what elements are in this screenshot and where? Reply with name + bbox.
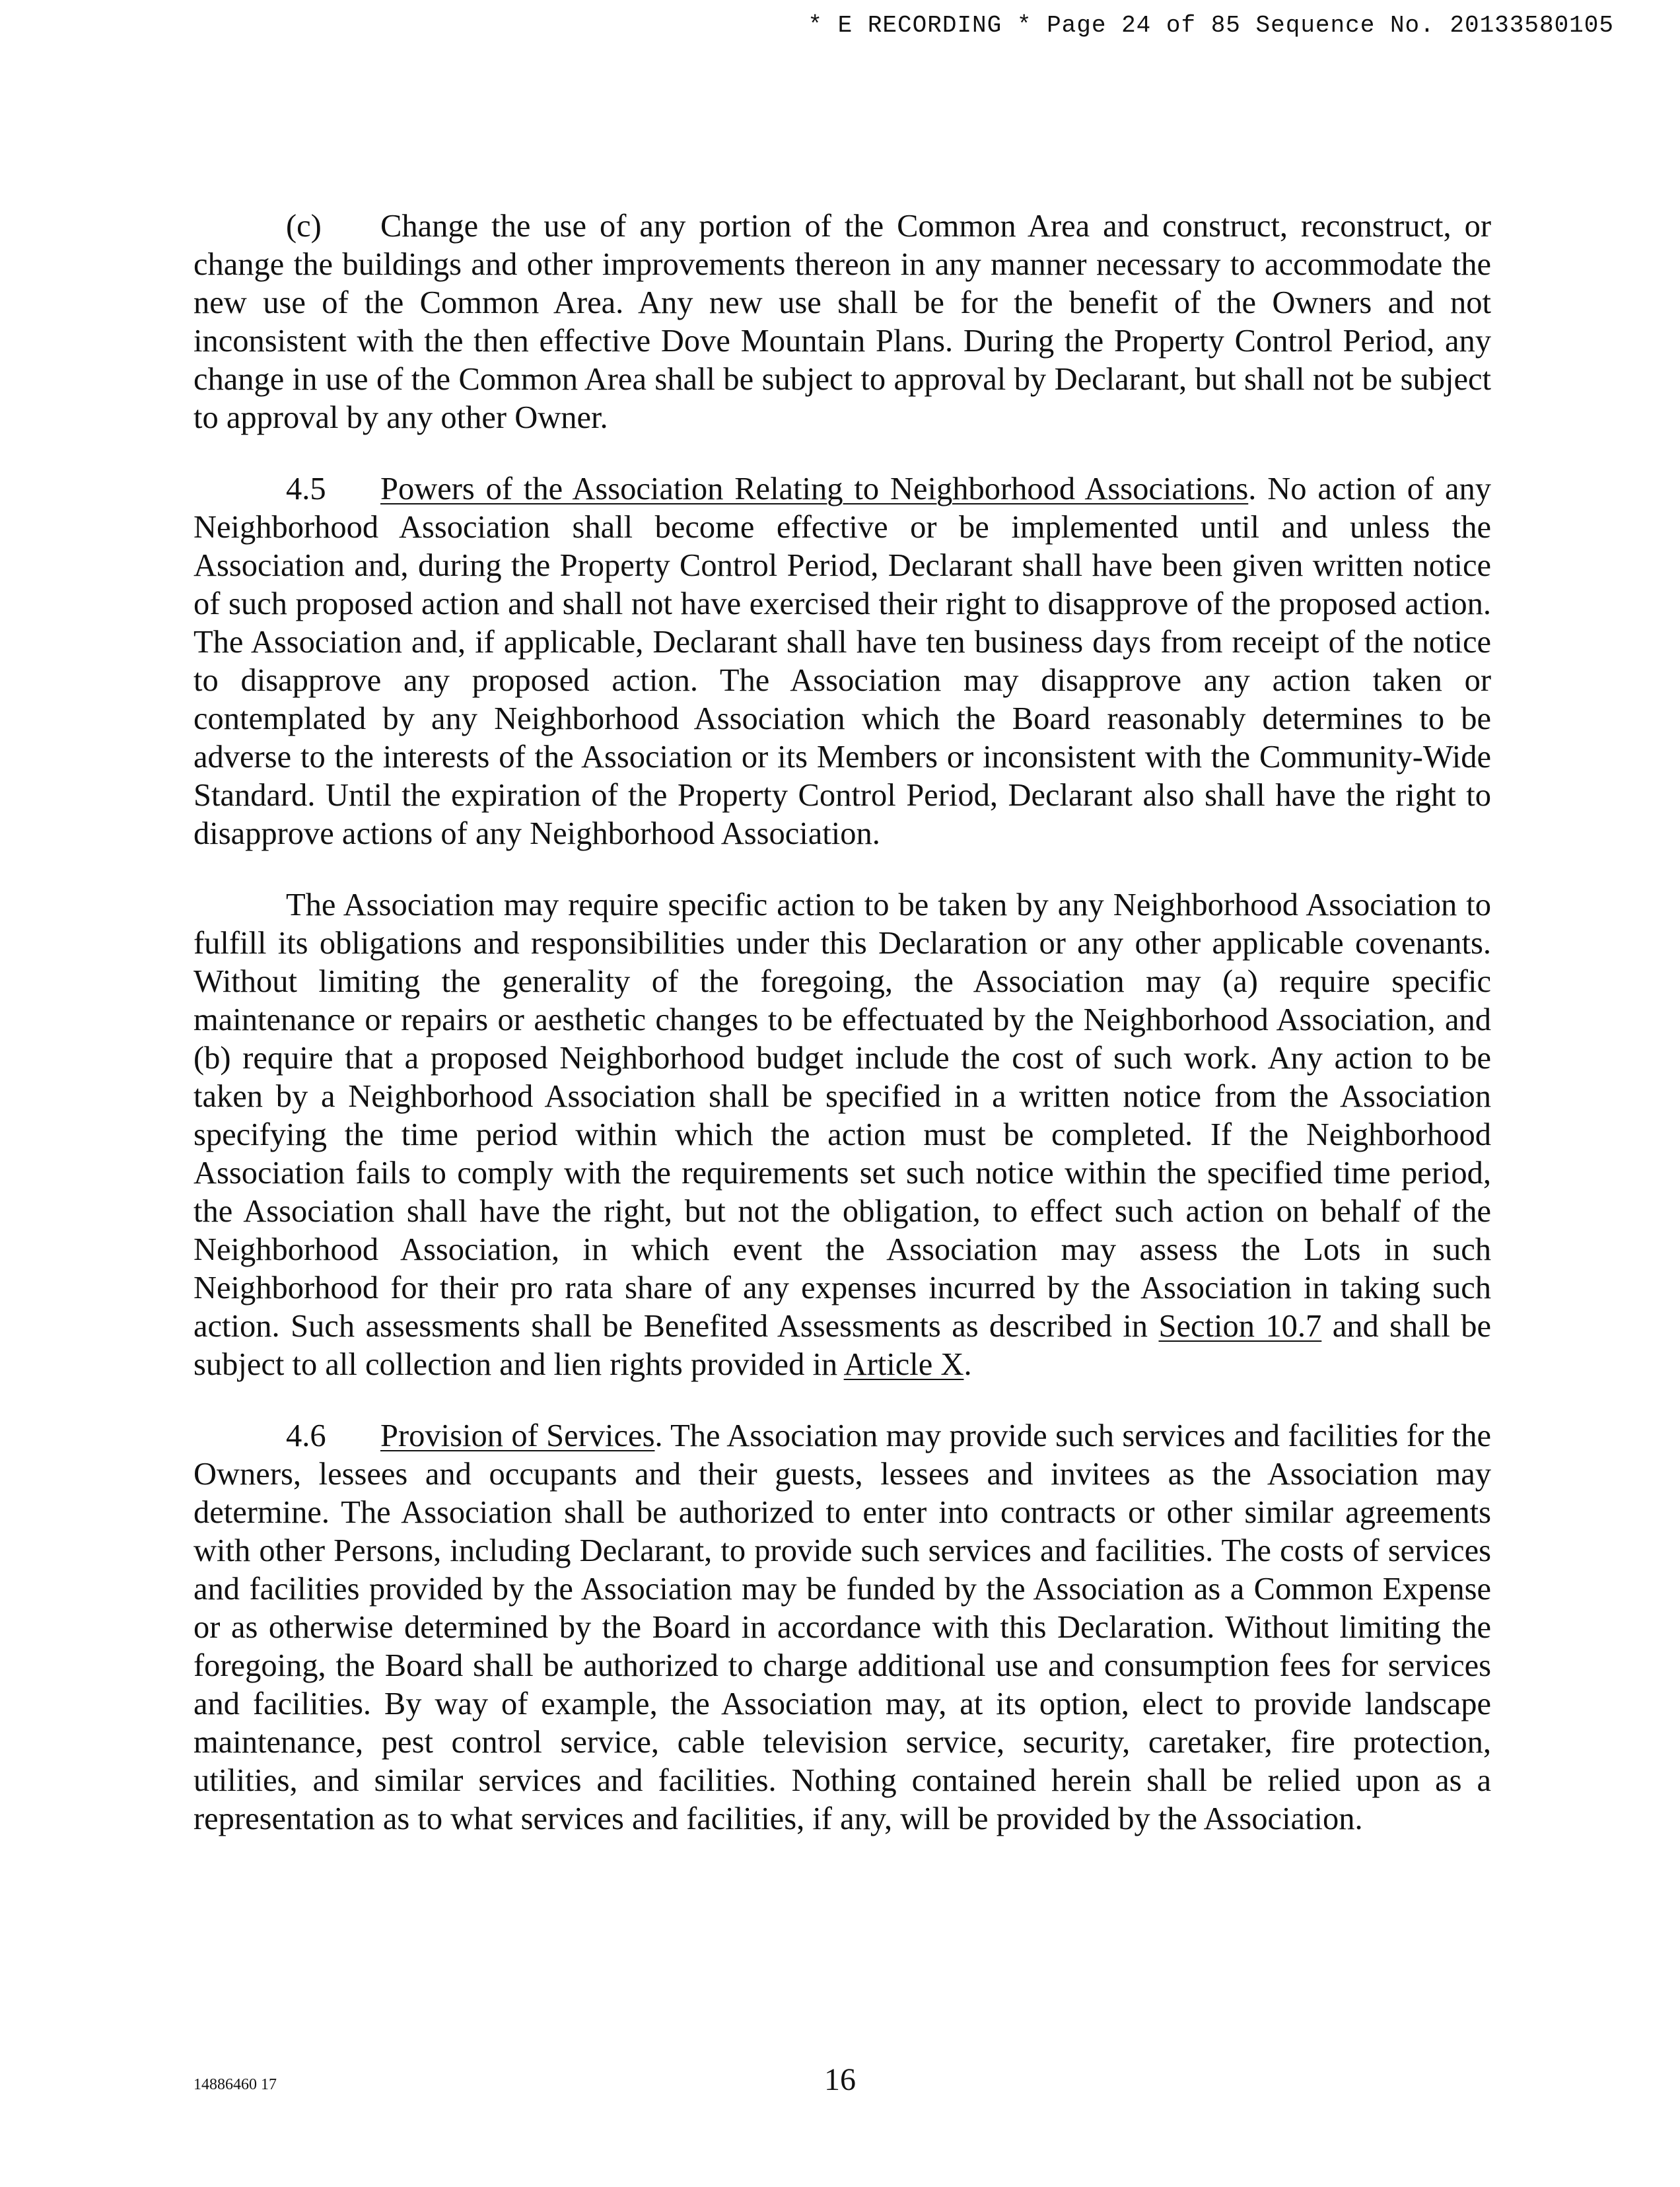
- section-4-5-cont-text-middle: and shall be subject to all collection and lien rights provided in: [193, 1309, 1491, 1382]
- section-4-6-number: 4.6: [286, 1418, 326, 1453]
- document-id: 14886460 17: [193, 2076, 277, 2093]
- paragraph-c: [193, 207, 1491, 437]
- section-4-5-number: 4.5: [286, 471, 326, 506]
- section-4-5-cont-text-before: The Association may require specific action to be taken by any Neighborhood Association to fulfill its obligations and responsibilities under this Declaration or any other applicable covenants. Without limiting the generality of the foregoing, the Association may (a) require specific maintenance or repairs or aesthetic changes to be effectuated by the Neighborhood Association, and (b) require that a proposed Neighborhood budget include the cost of such work. Any action to be taken by a Neighborhood Association shall be specified in a written notice from the Association specifying the time period within which the action must be completed. If the Neighborhood Association fails to comply with the requirements set such notice within the specified time period, the Association shall have the right, but not the obligation, to effect such action on behalf of the Neighborhood Association, in which event the Association may assess the Lots in such Neighborhood for their pro rata share of any expenses incurred by the Association in taking such action. Such assessments shall be Benefited Assessments as described in: [193, 887, 1491, 1344]
- section-4-5: [193, 470, 1491, 853]
- section-4-5-heading: Powers of the Association Relating to Neighborhood Associations: [380, 471, 1249, 506]
- paragraph-c-label: (c): [286, 209, 322, 244]
- section-4-5-cont-text-after: .: [963, 1347, 972, 1382]
- section-4-5-text: . No action of any Neighborhood Association shall become effective or be implemented until and unless the Association and, during the Property Control Period, Declarant shall have been given written notice of such proposed action and shall not have exercised their right to disapprove of the proposed action. The Association and, if applicable, Declarant shall have ten business days from receipt of the notice to disapprove any proposed action. The Association may disapprove any action taken or contemplated by any Neighborhood Association which the Board reasonably determines to be adverse to the interests of the Association or its Members or inconsistent with the Community-Wide Standard. Until the expiration of the Property Control Period, Declarant also shall have the right to disapprove actions of any Neighborhood Association.: [193, 471, 1491, 851]
- section-10-7-reference: Section 10.7: [1158, 1309, 1322, 1344]
- paragraph-c-text: Change the use of any portion of the Common Area and construct, reconstruct, or change the buildings and other improvements thereon in any manner necessary to accommodate the new use of the Common Area. Any new use shall be for the benefit of the Owners and not inconsistent with the then effective Dove Mountain Plans. During the Property Control Period, any change in use of the Common Area shall be subject to approval by Declarant, but shall not be subject to approval by any other Owner.: [193, 209, 1491, 435]
- section-4-6-text: . The Association may provide such services and facilities for the Owners, lessees and occupants and their guests, lessees and invitees as the Association may determine. The Association shall be authorized to enter into contracts or other similar agreements with other Persons, including Declarant, to provide such services and facilities. The costs of services and facilities provided by the Association may be funded by the Association as a Common Expense or as otherwise determined by the Board in accordance with this Declaration. Without limiting the foregoing, the Board shall be authorized to charge additional use and consumption fees for services and facilities. By way of example, the Association may, at its option, elect to provide landscape maintenance, pest control service, cable television service, security, caretaker, fire protection, utilities, and similar services and facilities. Nothing contained herein shall be relied upon as a representation as to what services and facilities, if any, will be provided by the Association.: [193, 1418, 1491, 1836]
- recording-header: * E RECORDING * Page 24 of 85 Sequence No. 20133580105: [808, 12, 1614, 39]
- section-4-6-heading: Provision of Services: [380, 1418, 655, 1453]
- page-number: 16: [824, 2062, 856, 2097]
- section-4-6: [193, 1417, 1491, 1838]
- section-4-5-continued: [193, 886, 1491, 1384]
- document-body: [193, 207, 1491, 1871]
- article-x-reference: Article X: [843, 1347, 964, 1382]
